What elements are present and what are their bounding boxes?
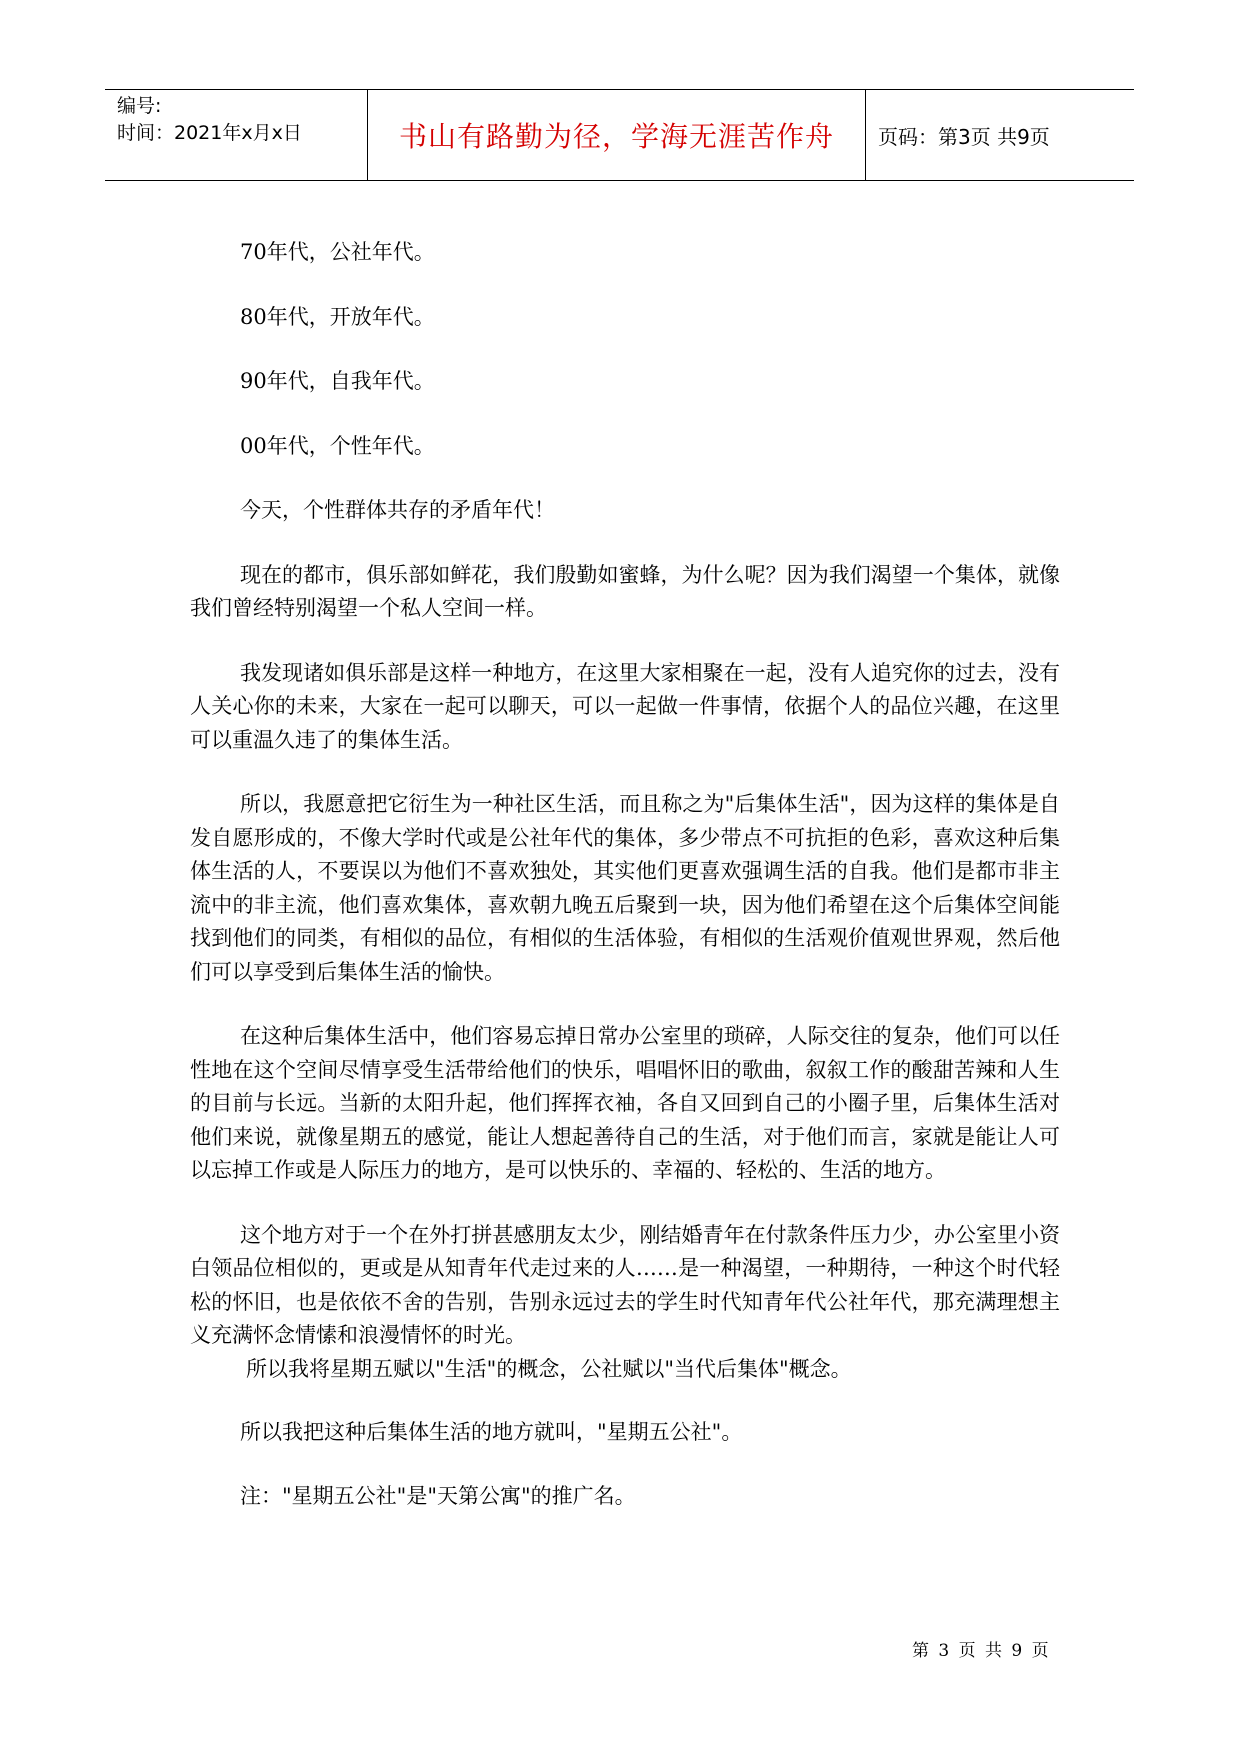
paragraph: 所以我把这种后集体生活的地方就叫，"星期五公社"。 — [240, 1420, 743, 1444]
page-header — [105, 89, 1134, 181]
paragraph: 所以，我愿意把它衍生为一种社区生活，而且称之为"后集体生活"，因为这样的集体是自发自愿形成的，不像大学时代或是公社年代的集体，多少带点不可抗拒的色彩，喜欢这种后集体生活的人，不要误以为他们不喜欢独处，其实他们更喜欢强调生活的自我。他们是都市非主流中的非主流，他们喜欢集体，喜欢朝九晚五后聚到一块，因为他们希望在这个后集体空间能找到他们的同类，有相似的品位，有相似的生活体验，有相似的生活观价值观世界观，然后他们可以享受到后集体生活的愉快。 — [190, 792, 1060, 984]
paragraph: 注："星期五公社"是"天第公寓"的推广名。 — [240, 1483, 636, 1508]
serial-number-label: 编号: — [117, 95, 162, 117]
paragraph: 我发现诸如俱乐部是这样一种地方，在这里大家相聚在一起，没有人追究你的过去，没有人关心你的未来，大家在一起可以聊天，可以一起做一件事情，依据个人的品位兴趣，在这里可以重温久违了的集体生活。 — [190, 660, 1060, 752]
paragraph: 70年代，公社年代。 — [240, 240, 435, 264]
paragraph: 00年代，个性年代。 — [240, 433, 435, 458]
header-page-number: 页码：第3页 共9页 — [878, 124, 1050, 149]
paragraph: 80年代，开放年代。 — [240, 304, 435, 329]
document-body — [190, 236, 1060, 1513]
paragraph: 所以我将星期五赋以"生活"的概念，公社赋以"当代后集体"概念。 — [246, 1356, 852, 1381]
date-label: 时间：2021年x月x日 — [117, 122, 302, 144]
paragraph: 今天，个性群体共存的矛盾年代！ — [240, 498, 555, 522]
header-meta-cell — [105, 90, 368, 180]
paragraph: 这个地方对于一个在外打拼甚感朋友太少，刚结婚青年在付款条件压力少，办公室里小资白领品位相似的，更或是从知青年代走过来的人……是一种渴望，一种期待，一种这个时代轻松的怀旧，也是依依不舍的告别，告别永远过去的学生时代知青年代公社年代，那充满理想主义充满怀念情愫和浪漫情怀的时光。 — [190, 1222, 1060, 1347]
header-motto: 书山有路勤为径，学海无涯苦作舟 — [368, 90, 866, 180]
paragraph: 现在的都市，俱乐部如鲜花，我们殷勤如蜜蜂，为什么呢？因为我们渴望一个集体，就像我们曾经特别渴望一个私人空间一样。 — [190, 562, 1060, 620]
paragraph: 90年代，自我年代。 — [240, 369, 435, 393]
page-footer: 第 3 页 共 9 页 — [912, 1641, 1051, 1661]
paragraph: 在这种后集体生活中，他们容易忘掉日常办公室里的琐碎，人际交往的复杂，他们可以任性地在这个空间尽情享受生活带给他们的快乐，唱唱怀旧的歌曲，叙叙工作的酸甜苦辣和人生的目前与长远。当新的太阳升起，他们挥挥衣袖，各自又回到自己的小圈子里，后集体生活对他们来说，就像星期五的感觉，能让人想起善待自己的生活，对于他们而言，家就是能让人可以忘掉工作或是人际压力的地方，是可以快乐的、幸福的、轻松的、生活的地方。 — [190, 1024, 1060, 1182]
